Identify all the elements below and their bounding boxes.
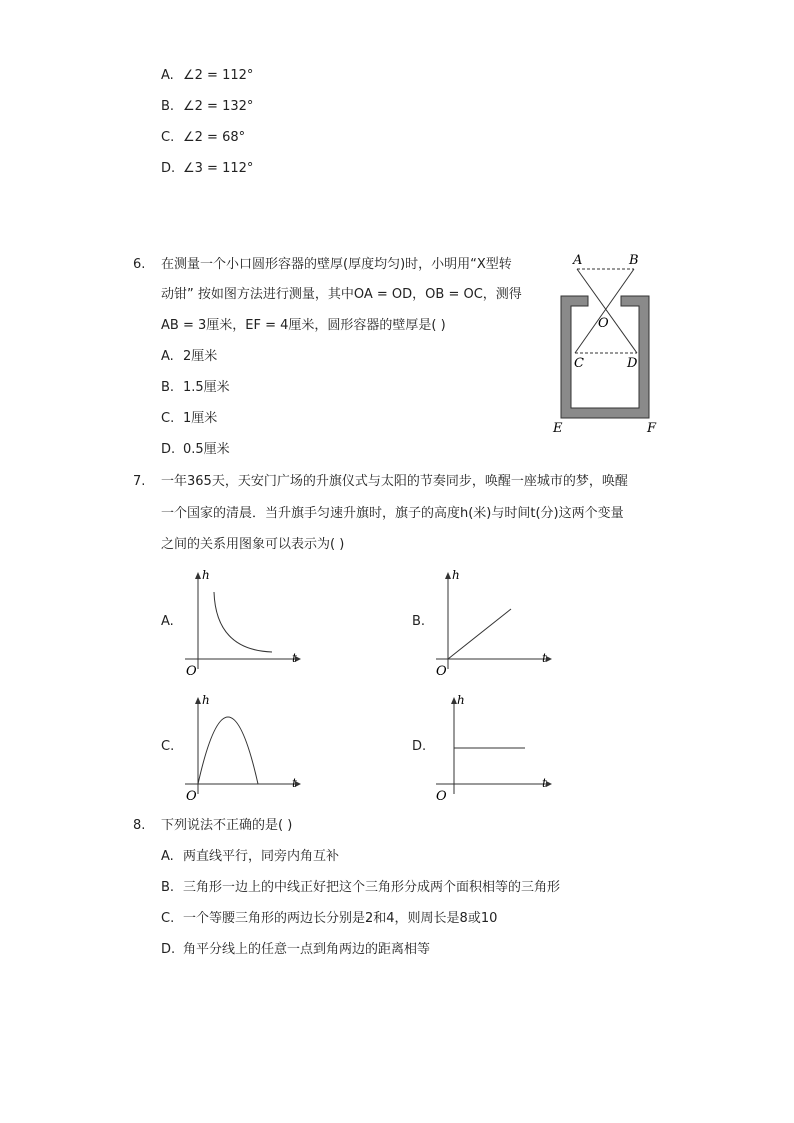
q5-option-a-letter: A. <box>161 68 174 83</box>
arch-curve <box>198 717 258 784</box>
label-a: A <box>573 253 583 268</box>
y-axis-arrow <box>195 572 201 579</box>
origin-label: O <box>436 664 447 679</box>
q6-stem-line-1: 在测量一个小口圆形容器的壁厚(厚度均匀)时，小明用“X型转 <box>161 257 512 272</box>
q5-option-a: ∠2 = 112° <box>183 68 254 83</box>
q7-graph-c <box>178 690 303 805</box>
q7-option-b-letter: B. <box>412 614 426 629</box>
axis-t-label: t <box>292 776 297 790</box>
q8-option-d: 角平分线上的任意一点到角两边的距离相等 <box>183 942 431 957</box>
q6-option-a-letter: A. <box>161 349 174 364</box>
q7-option-d-letter: D. <box>412 739 427 754</box>
q5-option-c: ∠2 = 68° <box>183 130 246 145</box>
x-axis-arrow <box>546 781 552 787</box>
q8-option-d-letter: D. <box>161 942 176 957</box>
q5-option-b: ∠2 = 132° <box>183 99 254 114</box>
arm-ad <box>577 269 637 353</box>
q8-option-b-letter: B. <box>161 880 175 895</box>
origin-label: O <box>436 789 447 804</box>
y-axis-arrow <box>195 697 201 704</box>
arm-bc <box>575 269 634 353</box>
axis-h-label: h <box>202 568 210 582</box>
label-d: D <box>627 356 638 371</box>
q6-option-b-letter: B. <box>161 380 175 395</box>
q7-graph-a <box>178 565 303 680</box>
q6-option-a: 2厘米 <box>183 349 218 364</box>
q5-option-d-letter: D. <box>161 161 176 176</box>
q8-option-a-letter: A. <box>161 849 174 864</box>
axis-t-label: t <box>292 651 297 665</box>
q6-option-c-letter: C. <box>161 411 175 426</box>
decreasing-curve <box>214 592 272 652</box>
q8-number: 8. <box>133 818 146 833</box>
q6-option-d: 0.5厘米 <box>183 442 230 457</box>
y-axis-arrow <box>445 572 451 579</box>
q6-option-c: 1厘米 <box>183 411 218 426</box>
q8-option-c-letter: C. <box>161 911 175 926</box>
label-c: C <box>574 356 584 371</box>
axis-h-label: h <box>202 693 210 707</box>
x-axis-arrow <box>546 656 552 662</box>
q7-stem-line-1: 一年365天，天安门广场的升旗仪式与太阳的节奏同步，唤醒一座城市的梦，唤醒 <box>161 474 628 489</box>
q7-option-a-letter: A. <box>161 614 174 629</box>
origin-label: O <box>186 789 197 804</box>
q6-container-figure <box>548 250 668 438</box>
origin-label: O <box>186 664 197 679</box>
q7-stem-line-3: 之间的关系用图象可以表示为( ) <box>161 537 345 552</box>
axis-t-label: t <box>542 776 547 790</box>
q8-option-c: 一个等腰三角形的两边长分别是2和4，则周长是8或10 <box>183 911 498 926</box>
label-b: B <box>629 253 639 268</box>
label-e: E <box>553 421 563 436</box>
q5-option-b-letter: B. <box>161 99 175 114</box>
label-f: F <box>647 421 657 436</box>
q5-option-d: ∠3 = 112° <box>183 161 254 176</box>
q5-option-c-letter: C. <box>161 130 175 145</box>
q6-stem-line-2: 动钳” 按如图方法进行测量，其中OA = OD，OB = OC，测得 <box>161 287 522 302</box>
q7-graph-d <box>430 690 555 805</box>
axis-t-label: t <box>542 651 547 665</box>
q8-option-a: 两直线平行，同旁内角互补 <box>183 849 340 864</box>
q6-option-d-letter: D. <box>161 442 176 457</box>
q8-stem: 下列说法不正确的是( ) <box>161 818 293 833</box>
q6-option-b: 1.5厘米 <box>183 380 230 395</box>
q6-number: 6. <box>133 257 146 272</box>
q6-stem-line-3: AB = 3厘米，EF = 4厘米，圆形容器的壁厚是( ) <box>161 318 446 333</box>
label-o: O <box>598 316 609 331</box>
q7-number: 7. <box>133 474 146 489</box>
q8-option-b: 三角形一边上的中线正好把这个三角形分成两个面积相等的三角形 <box>183 880 561 895</box>
axis-h-label: h <box>457 693 465 707</box>
axis-h-label: h <box>452 568 460 582</box>
q7-option-c-letter: C. <box>161 739 175 754</box>
q7-graph-b <box>430 565 555 680</box>
q7-stem-line-2: 一个国家的清晨．当升旗手匀速升旗时，旗子的高度h(米)与时间t(分)这两个变量 <box>161 506 624 521</box>
increasing-line <box>448 609 511 659</box>
